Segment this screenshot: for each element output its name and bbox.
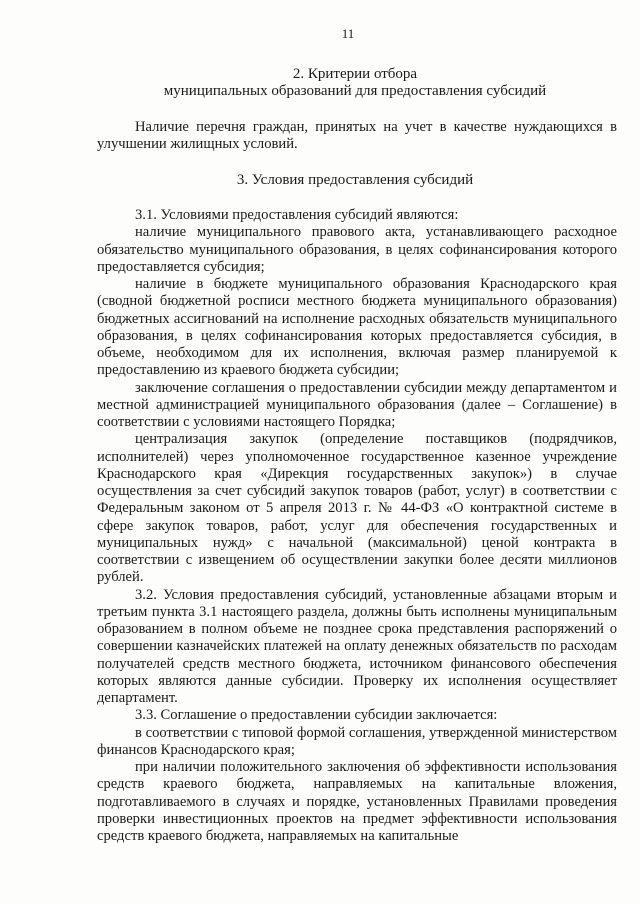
paragraph-budget-condition: наличие в бюджете муниципального образования Краснодарского края (сводной бюджетной росписи местного бюджета муниципального образования) бюджетных ассигнований на исполнение расходных обязательств муниципального образования, в целях софинансирования которых предоставляется субсидия, в объеме, необходимом для их исполнения, включая размер планируемой к предоставлению из краевого бюджета субсидии;: [97, 276, 617, 379]
paragraph-agreement-condition: заключение соглашения о предоставлении субсидии между департаментом и местной администрацией муниципального образования (далее – Соглашение) в соответствии с условиями настоящего Порядка;: [97, 379, 617, 430]
section-2-paragraph: Наличие перечня граждан, принятых на учет в качестве нуждающихся в улучшении жилищных условий.: [97, 119, 617, 153]
section-3-body: [97, 207, 617, 845]
section-2-body: [97, 119, 617, 154]
paragraph-standard-form: в соответствии с типовой формой соглашения, утвержденной министерством финансов Краснодарского края;: [97, 724, 617, 758]
page-number: 11: [341, 26, 355, 41]
paragraph-procurement-condition: централизация закупок (определение поставщиков (подрядчиков, исполнителей) через уполномоченное государственное казенное учреждение Краснодарского края «Дирекция государственных закупок») в случае осуществления за счет субсидий закупок товаров (работ, услуг) в соответствии с Федеральным законом от 5 апреля 2013 г. № 44-ФЗ «О контрактной системе в сфере закупок товаров, работ, услуг для обеспечения государственных и муниципальных нужд» с начальной (максимальной) ценой контракта в соответствии с извещением об осуществлении закупки более десяти миллионов рублей.: [97, 431, 617, 586]
section-2-heading: [90, 66, 620, 100]
section-3-title: 3. Условия предоставления субсидий: [236, 172, 474, 188]
paragraph-3-3-intro: 3.3. Соглашение о предоставлении субсидии заключается:: [135, 707, 498, 724]
paragraph-3-1-intro: 3.1. Условиями предоставления субсидий являются:: [135, 207, 459, 223]
paragraph-3-2: 3.2. Условия предоставления субсидий, установленные абзацами вторым и третьим пункта 3.1 настоящего раздела, должны быть исполнены муниципальным образованием в полном объеме не позднее срока представления распоряжений о совершении казначейских платежей на оплату денежных обязательств по расходам получателей средств местного бюджета, источником финансового обеспечения которых являются данные субсидии. Проверку их исполнения осуществляет департамент.: [97, 586, 617, 706]
paragraph-legal-act-condition: наличие муниципального правового акта, устанавливающего расходное обязательство муниципального образования, в целях софинансирования которого предоставляется субсидия;: [97, 224, 617, 275]
paragraph-efficiency-conclusion: при наличии положительного заключения об эффективности использования средств краевого бюджета, направляемых на капитальные вложения, подготавливаемого в случаях и порядке, установленных Правилами проведения проверки инвестиционных проектов на предмет эффективности использования средств краевого бюджета, направляемых на капитальные: [97, 759, 617, 844]
section-2-title: 2. Критерии отбора: [292, 66, 418, 82]
section-2-subtitle: муниципальных образований для предоставления субсидий: [163, 83, 547, 99]
section-3-heading: [90, 172, 620, 189]
